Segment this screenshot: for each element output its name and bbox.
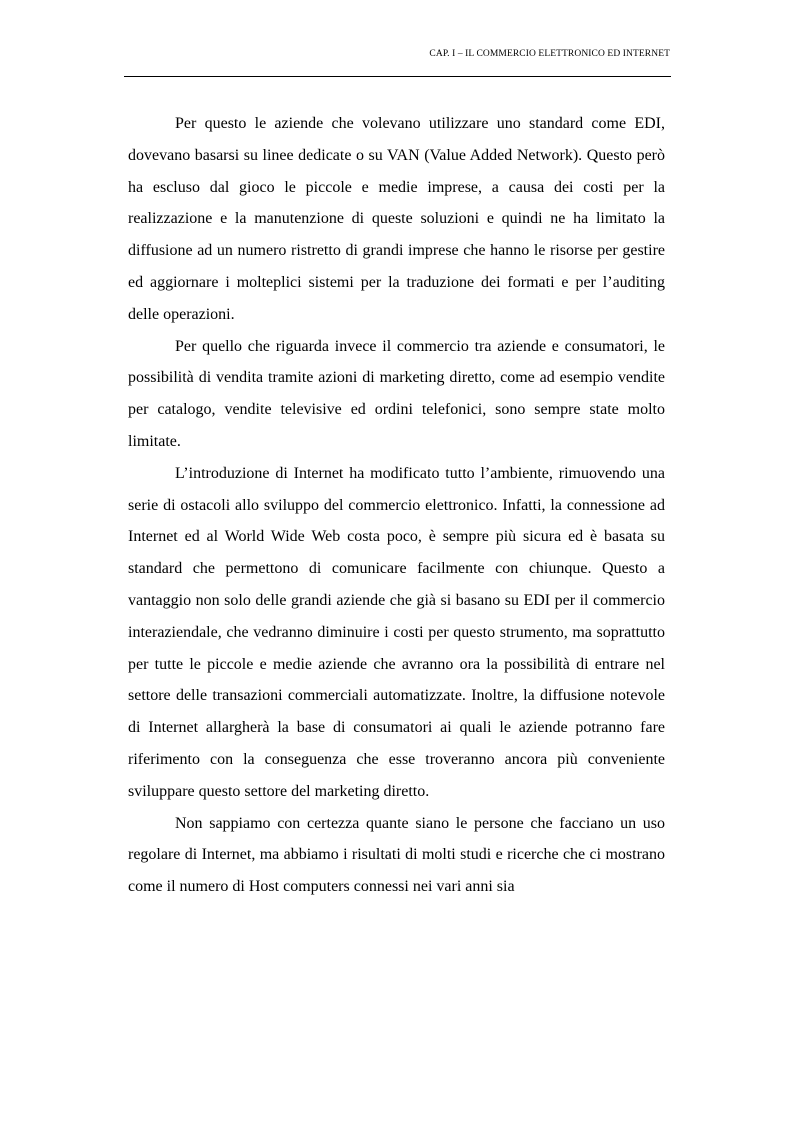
header-rule: [124, 76, 671, 77]
paragraph-consumer-commerce: Per quello che riguarda invece il commercio tra aziende e consumatori, le possibilità di vendita tramite azioni di marketing diretto, come ad esempio vendite per catalogo, vendite televisive ed ordini telefonici, sono sempre state molto limitate.: [128, 337, 665, 450]
body-text: [128, 108, 665, 903]
paragraph-internet-usage: Non sappiamo con certezza quante siano le persone che facciano un uso regolare di Internet, ma abbiamo i risultati di molti studi e ricerche che ci mostrano come il numero di Host computers connessi nei vari anni sia: [128, 814, 665, 896]
running-header: CAP. I – IL COMMERCIO ELETTRONICO ED INTERNET: [429, 49, 670, 59]
paragraph-internet-introduction: L’introduzione di Internet ha modificato tutto l’ambiente, rimuovendo una serie di ostacoli allo sviluppo del commercio elettronico. Infatti, la connessione ad Internet ed al World Wide Web costa poco, è sempre più sicura ed è basata su standard che permettono di comunicare facilmente con chiunque. Questo a vantaggio non solo delle grandi aziende che già si basano su EDI per il commercio interaziendale, che vedranno diminuire i costi per questo strumento, ma soprattutto per tutte le piccole e medie aziende che avranno ora la possibilità di entrare nel settore delle transazioni commerciali automatizzate. Inoltre, la diffusione notevole di Internet allargherà la base di consumatori ai quali le aziende potranno fare riferimento con la conseguenza che esse troveranno ancora più conveniente sviluppare questo settore del marketing diretto.: [128, 464, 665, 800]
paragraph-edi-van: Per questo le aziende che volevano utilizzare uno standard come EDI, dovevano basarsi su linee dedicate o su VAN (Value Added Network). Questo però ha escluso dal gioco le piccole e medie imprese, a causa dei costi per la realizzazione e la manutenzione di queste soluzioni e quindi ne ha limitato la diffusione ad un numero ristretto di grandi imprese che hanno le risorse per gestire ed aggiornare i molteplici sistemi per la traduzione dei formati e per l’auditing delle operazioni.: [128, 115, 665, 323]
